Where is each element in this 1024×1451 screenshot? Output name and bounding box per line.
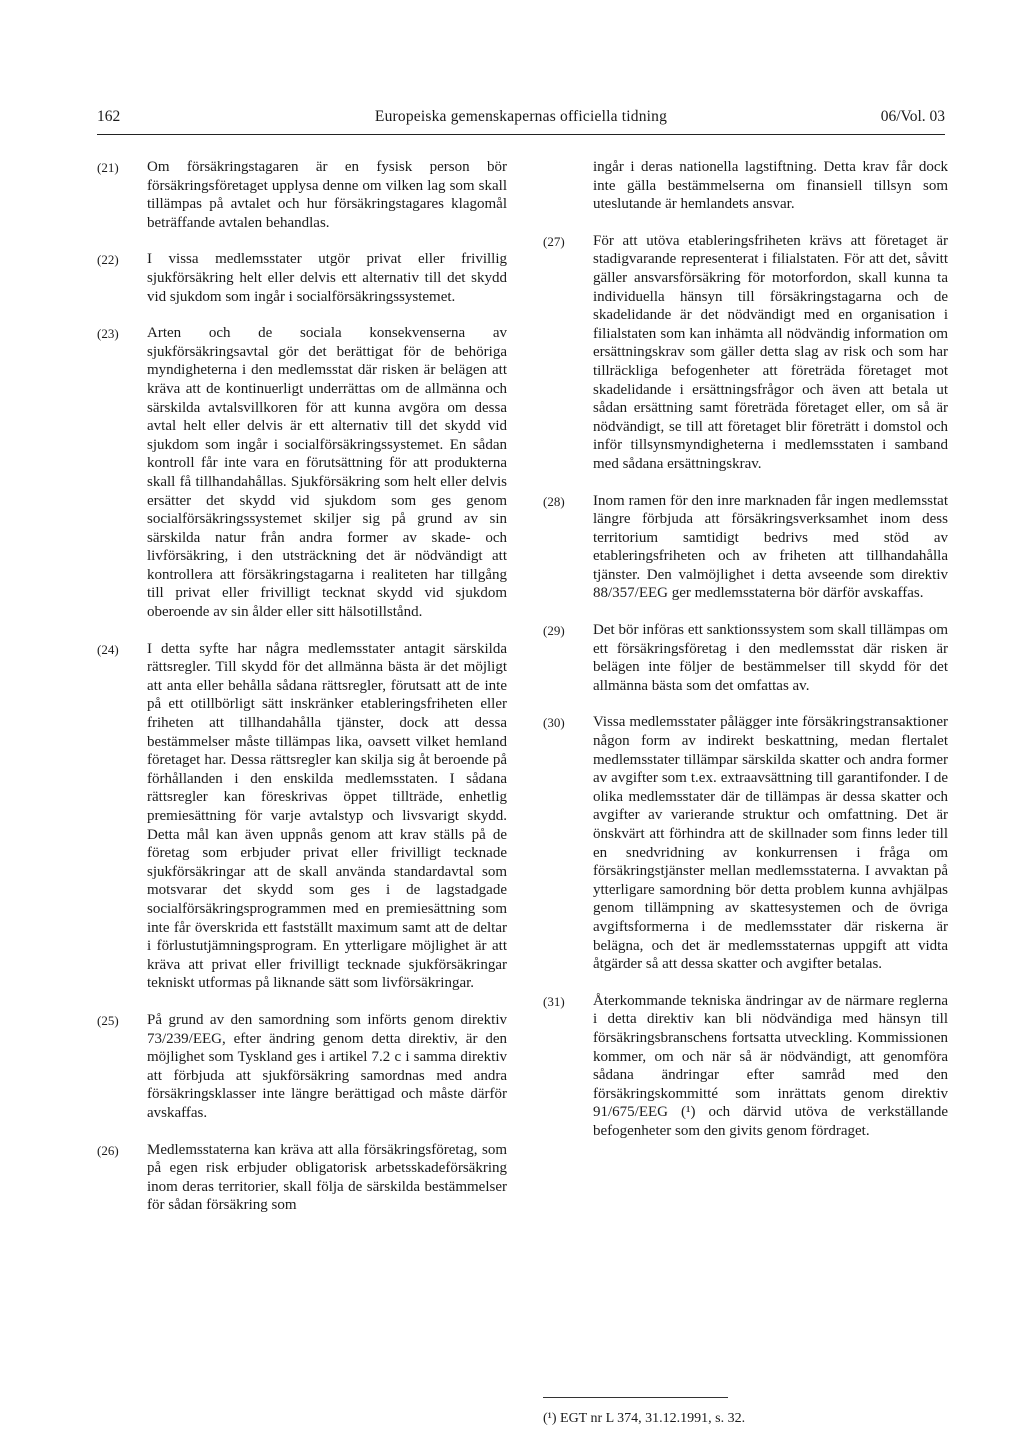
recital-number: (31) — [543, 993, 565, 1009]
recital-text: Vissa medlemsstater pålägger inte försäkringstransaktioner någon form av indirekt beskattning, medan flertalet medlemsstater tillämpar särskilda skatter och andra former av avgifter som t.ex. extraavsättning till garantifonder. I de olika medlemsstater där de tillämpas är dessa skatter och avgifter av varierande struktur och omfattning. Det är önskvärt att förhindra att de skillnader som finns leder till en snedvridning av konkurrensen i fråga om försäkringstjänster mellan medlemsstaterna. I avvaktan på ytterligare samordning bör detta problem kunna avhjälpas genom tillämpning av skattesystemen och de övriga avgiftsformerna i de medlemsstater där riskerna är belägna, och det är medlemsstaternas uppgift att vidta åtgärder så att dessa skatter och avgifter betalas. — [593, 714, 948, 973]
recital-number: (21) — [97, 160, 119, 175]
right-column — [543, 158, 948, 1141]
recital-26-continued — [543, 158, 948, 214]
recital-number: (30) — [543, 715, 565, 731]
recital-25 — [97, 1011, 507, 1123]
recital-number: (25) — [97, 1012, 119, 1028]
recital-31 — [543, 992, 948, 1141]
recital-text: På grund av den samordning som införts genom direktiv 73/239/EEG, efter ändring genom detta direktiv, är den möjlighet som Tyskland ges i artikel 7.2 c i samma direktiv att förbjuda att sjukförsäkring samordnas med andra försäkringsklasser inte längre berättigad och måste därför avskaffas. — [147, 1011, 507, 1121]
recital-text: Arten och de sociala konsekvenserna av sjukförsäkringsavtal gör det berättigat för de behöriga myndigheterna i den medlemsstat där risken är belägen att kräva att de kontinuerligt underrättas om de allmänna och särskilda avtalsvillkoren för att kunna avgöra om dessa avtal helt eller delvis är ett alternativ till det skydd vid sjukdom som ingår i socialförsäkringssystemet. En sådan kontroll får inte vara en förutsättning för att produkterna skall få tillhandahållas. Sjukförsäkring som helt eller delvis ersätter det skydd vid sjukdom som ges genom socialförsäkringssystemet skiljer sig på grund av sin särskilda natur från andra former av skade- och livförsäkring, i den utsträckning det är nödvändigt att kontrollera att försäkringstagarna i realiteten har tillgång till privat eller frivilligt tecknat skydd vid sjukdom oberoende av sin ålder eller sitt hälsotillstånd. — [147, 325, 507, 621]
recital-23 — [97, 324, 507, 622]
recital-29 — [543, 621, 948, 695]
footnote — [543, 1411, 943, 1427]
recital-text: Inom ramen för den inre marknaden får ingen medlemsstat längre förbjuda att försäkringsverksamhet inom dess territorium samtidigt bedrivs med stöd av etableringsfriheten och av friheten att tillhandahålla tjänster. Den valmöjlighet i detta avseende som direktiv 88/357/EEG ger medlemsstaterna bör därför avskaffas. — [593, 492, 948, 602]
recital-text: I detta syfte har några medlemsstater antagit särskilda rättsregler. Till skydd för det allmänna bästa är det möjligt att anta eller behålla sådana rättsregler, förutsatt att de inte på ett otillbörligt sätt inskränker etableringsfriheten eller friheten att tillhandahålla tjänster, dock att dessa bestämmelser måste tillämpas lika, oavsett vilket hemland företaget har. Dessa rättsregler kan skilja sig åt beroende på förhållanden i den enskilda medlemsstaten. I sådana rättsregler kan föreskrivas öppet tillträde, enhetlig premiesättning för varje avtalstyp och livsvarigt skydd. Detta mål kan även uppnås genom att krav ställs på de företag som erbjuder privat eller frivilligt tecknade sjukförsäkringar att de skall använda standardavtal som motsvarar det skydd som ges i de lagstadgade socialförsäkringsprogrammen med en premiesättning som inte får överskrida ett fastställt maximum samt att de deltar i förlustutjämningsprogram. En ytterligare möjlighet är att kräva att privat eller frivilligt tecknade sjukförsäkringar tekniskt utformas på liknande sätt som livförsäkringar. — [147, 640, 507, 992]
page-number: 162 — [97, 108, 121, 125]
recital-number: (23) — [97, 326, 119, 342]
recital-text: Det bör införas ett sanktionssystem som skall tillämpas om ett försäkringsföretag i den medlemsstat där risken är belägen inte följer de bestämmelser till skydd för det allmänna bästa som det omfattas av. — [593, 622, 948, 694]
left-column — [97, 158, 507, 1215]
recital-24 — [97, 640, 507, 993]
recital-number: (22) — [97, 252, 119, 268]
footnote-text: (¹) EGT nr L 374, 31.12.1991, s. 32. — [543, 1411, 746, 1426]
recital-number: (24) — [97, 641, 119, 657]
recital-number: (27) — [543, 233, 565, 249]
recital-21 — [97, 158, 507, 232]
recital-22 — [97, 250, 507, 306]
footnote-rule — [543, 1397, 728, 1398]
journal-title: Europeiska gemenskapernas officiella tidning — [374, 108, 668, 125]
recital-30 — [543, 713, 948, 973]
recital-text: I vissa medlemsstater utgör privat eller frivillig sjukförsäkring helt eller delvis ett alternativ till det skydd vid sjukdom som ingår i socialförsäkringssystemet. — [147, 251, 507, 305]
page-header — [97, 104, 945, 135]
recital-text: Om försäkringstagaren är en fysisk person bör försäkringsföretaget upplysa denne om vilken lag som skall tillämpas på avtalet och hur försäkringstagares klagomål beträffande avtalen behandlas. — [147, 159, 507, 231]
recital-text: Medlemsstaterna kan kräva att alla försäkringsföretag, som på egen risk erbjuder obligatorisk arbetsskadeförsäkring inom deras territorier, skall följa de särskilda bestämmelser för sådan försäkring som — [147, 1141, 507, 1214]
recital-text: Återkommande tekniska ändringar av de närmare reglerna i detta direktiv kan bli nödvändiga med hänsyn till försäkringsbranschens fortsatta utveckling. Kommissionen kommer, om och när så är nödvändigt, att genomföra sådana ändringar efter samråd med den försäkringskommitté som inrättats genom direktiv 91/675/EEG (¹) och därvid utöva de verkställande befogenheter som den givits genom fördraget. — [593, 992, 948, 1139]
recital-text: ingår i deras nationella lagstiftning. Detta krav får dock inte gälla bestämmelserna om finansiell tillsyn som uteslutande är hemlandets ansvar. — [593, 159, 948, 213]
recital-27 — [543, 232, 948, 474]
recital-26 — [97, 1141, 507, 1215]
recital-text: För att utöva etableringsfriheten krävs att företaget är stadigvarande representerat i filialstaten. För att det, såvitt gäller ansvarsförsäkring för motorfordon, skall kunna ta individuella hänsyn till försäkringstagarna och de skadelidande är det nödvändigt med en organisation i filialstaten som kan inhämta all nödvändig information om ersättningskrav som gäller detta slag av risk och som har tillräckliga befogenheter att företräda företaget mot skadelidande i ersättningsfrågor och även att betala ut sådan ersättning samt företräda företaget eller, om så är nödvändigt, se till att företaget blir företrätt i domstol och inför tillsynsmyndigheterna i medlemsstaten i samband med sådana ersättningskrav. — [593, 232, 948, 472]
recital-28 — [543, 492, 948, 604]
issue-number: 06/Vol. 03 — [880, 108, 945, 125]
recital-number: (26) — [97, 1142, 119, 1158]
recital-number: (28) — [543, 493, 565, 509]
recital-number: (29) — [543, 623, 565, 639]
